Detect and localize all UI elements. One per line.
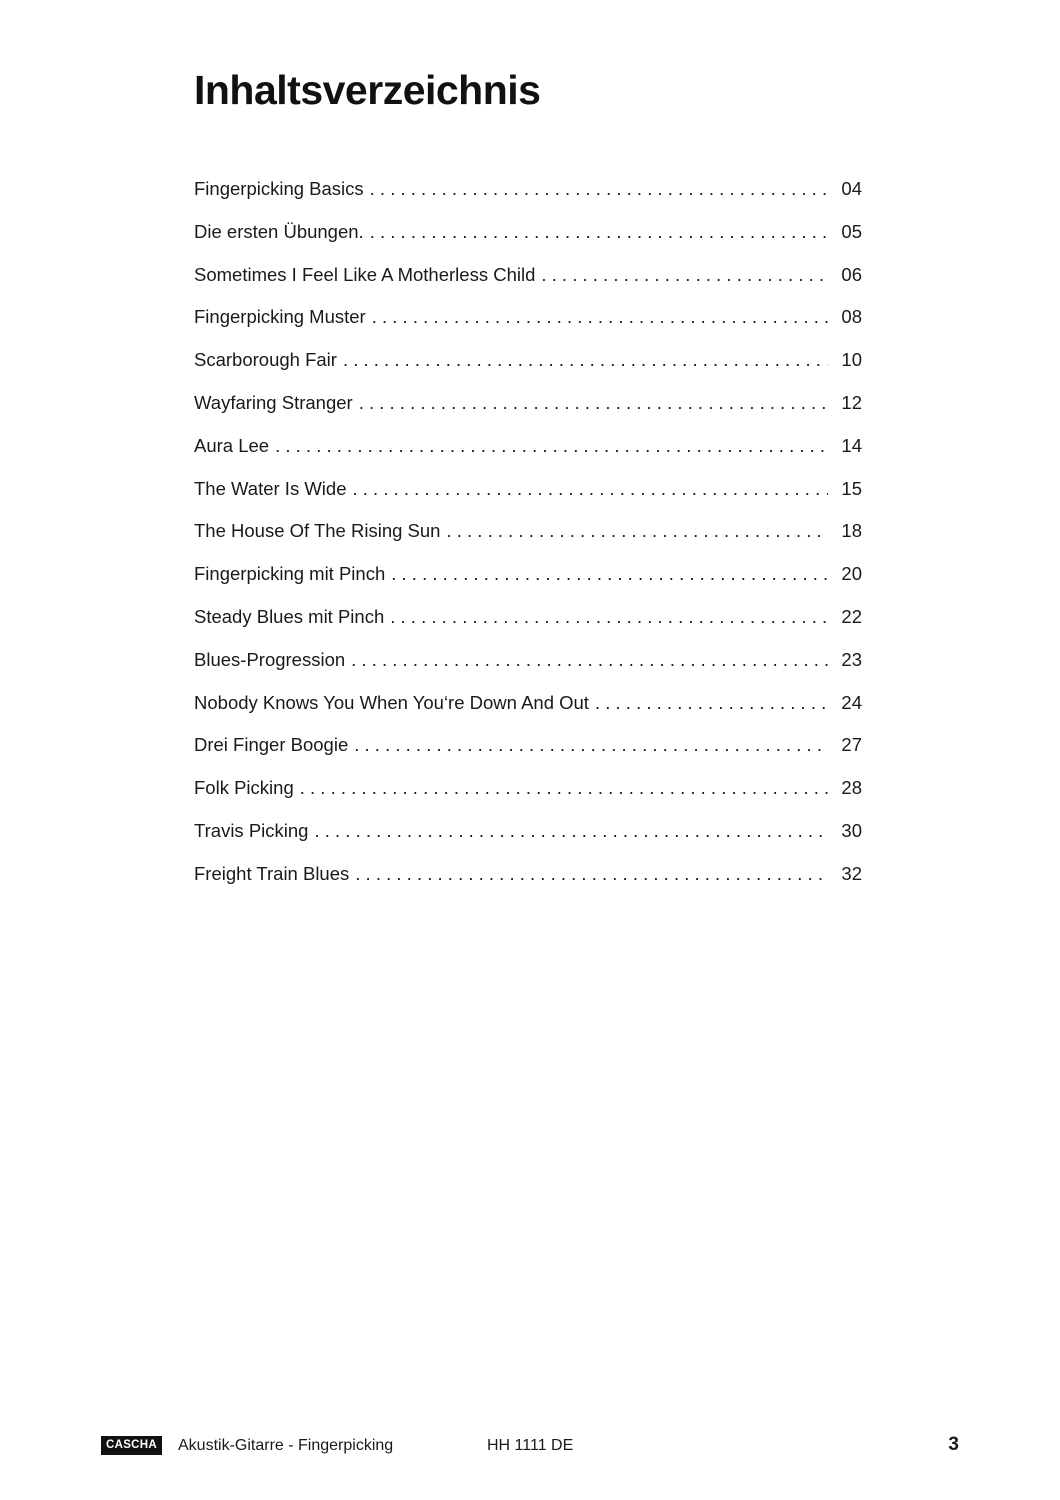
toc-entry-label: Fingerpicking Muster — [194, 306, 366, 328]
toc-dot-leader — [314, 810, 828, 853]
toc-entry-page: 27 — [841, 734, 862, 756]
toc-entry[interactable] — [194, 767, 862, 810]
toc-entry[interactable] — [194, 724, 862, 767]
toc-entry-page: 28 — [841, 777, 862, 799]
toc-entry-label: Scarborough Fair — [194, 349, 337, 371]
toc-dot-leader — [275, 425, 828, 468]
toc-entry[interactable] — [194, 468, 862, 511]
toc-entry[interactable] — [194, 168, 862, 211]
toc-entry-label: Aura Lee — [194, 434, 270, 456]
toc-dot-leader — [370, 168, 828, 211]
toc-dot-leader — [355, 853, 828, 896]
toc-dot-leader — [372, 296, 828, 339]
toc-entry[interactable] — [194, 254, 862, 297]
toc-entry-page: 05 — [841, 220, 862, 242]
page-title: Inhaltsverzeichnis — [194, 67, 541, 113]
toc-dot-leader — [541, 254, 828, 297]
toc-entry-page: 14 — [841, 434, 862, 456]
toc-entry-page: 08 — [841, 306, 862, 328]
toc-entry-label: Fingerpicking Basics — [194, 178, 364, 199]
toc-entry-label: Nobody Knows You When You‘re Down And Out — [194, 691, 589, 713]
toc-entry-page: 24 — [841, 691, 862, 713]
toc-entry-page: 12 — [841, 391, 862, 413]
cascha-logo: CASCHA — [101, 1436, 162, 1455]
toc-dot-leader — [354, 724, 828, 767]
toc-entry-label: Freight Train Blues — [194, 862, 350, 884]
toc-dot-leader — [370, 211, 828, 254]
toc-entry-label: Sometimes I Feel Like A Motherless Child — [194, 263, 536, 285]
table-of-contents — [194, 168, 862, 896]
toc-entry[interactable] — [194, 639, 862, 682]
toc-dot-leader — [595, 682, 828, 725]
toc-entry-page: 30 — [841, 819, 862, 841]
toc-dot-leader — [353, 468, 829, 511]
toc-entry[interactable] — [194, 339, 862, 382]
toc-dot-leader — [390, 596, 828, 639]
toc-entry-label: Fingerpicking mit Pinch — [194, 563, 386, 585]
toc-dot-leader — [351, 639, 828, 682]
page-footer — [101, 1433, 959, 1459]
toc-dot-leader — [446, 510, 828, 553]
toc-entry-label: Wayfaring Stranger — [194, 391, 353, 413]
toc-entry-label: The House Of The Rising Sun — [194, 520, 441, 542]
toc-entry-page: 22 — [841, 605, 862, 627]
toc-entry-label: Die ersten Übungen. — [194, 220, 364, 242]
toc-entry-page: 04 — [841, 178, 862, 199]
toc-entry-label: Drei Finger Boogie — [194, 734, 349, 756]
toc-entry[interactable] — [194, 853, 862, 896]
toc-entry[interactable] — [194, 211, 862, 254]
toc-entry[interactable] — [194, 382, 862, 425]
toc-entry-page: 32 — [841, 862, 862, 884]
toc-entry-page: 10 — [841, 349, 862, 371]
toc-dot-leader — [391, 553, 828, 596]
toc-entry-label: Folk Picking — [194, 777, 294, 799]
toc-entry-page: 18 — [841, 520, 862, 542]
toc-entry[interactable] — [194, 425, 862, 468]
toc-entry[interactable] — [194, 296, 862, 339]
toc-entry[interactable] — [194, 682, 862, 725]
toc-entry-page: 20 — [841, 563, 862, 585]
toc-entry-label: Blues-Progression — [194, 648, 346, 670]
toc-dot-leader — [343, 339, 828, 382]
toc-entry[interactable] — [194, 810, 862, 853]
toc-entry-page: 23 — [841, 648, 862, 670]
toc-entry-label: Steady Blues mit Pinch — [194, 605, 385, 627]
toc-dot-leader — [300, 767, 828, 810]
footer-product-code: HH 1111 DE — [487, 1437, 574, 1454]
toc-dot-leader — [359, 382, 828, 425]
toc-entry-page: 15 — [841, 477, 862, 499]
toc-entry-label: The Water Is Wide — [194, 477, 347, 499]
toc-entry-label: Travis Picking — [194, 819, 309, 841]
toc-entry[interactable] — [194, 553, 862, 596]
toc-entry[interactable] — [194, 510, 862, 553]
toc-entry-page: 06 — [841, 263, 862, 285]
footer-book-title: Akustik-Gitarre - Fingerpicking — [178, 1437, 394, 1454]
toc-entry[interactable] — [194, 596, 862, 639]
page-number: 3 — [948, 1434, 959, 1455]
